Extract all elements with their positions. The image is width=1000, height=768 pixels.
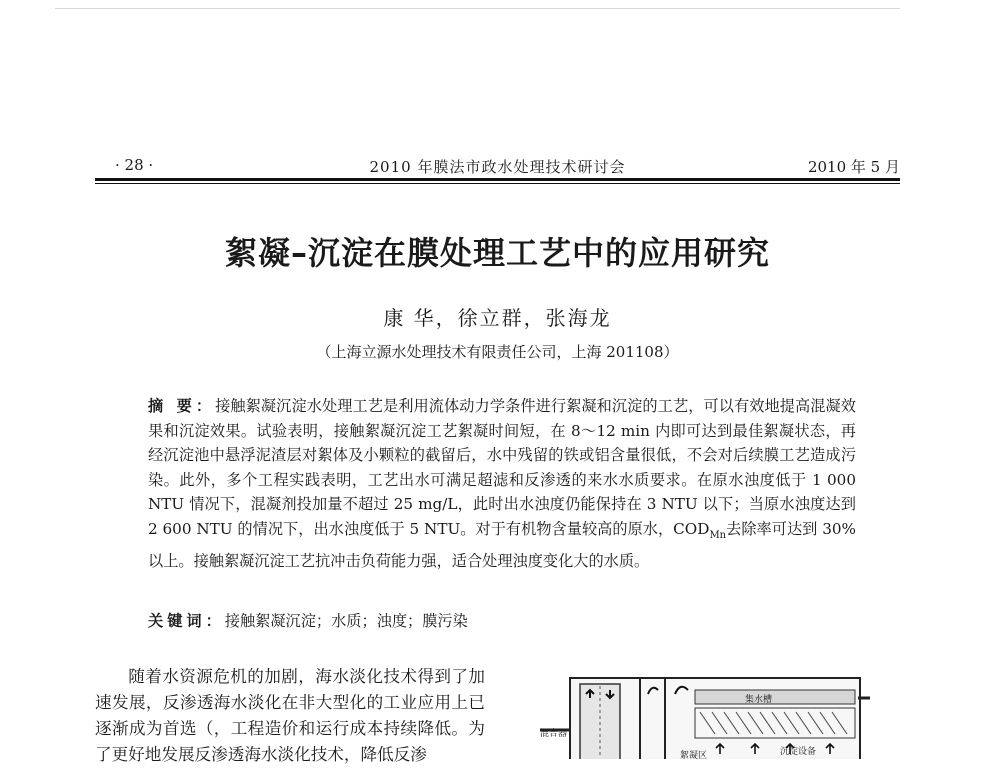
label-flocculation-zone: 絮凝区: [680, 751, 708, 759]
affiliation: （上海立源水处理技术有限责任公司，上海 201108）: [316, 343, 679, 361]
process-diagram-svg: [540, 668, 870, 759]
abstract: [148, 394, 856, 573]
abstract-label: 摘 要：: [148, 397, 216, 415]
header-rule-thick: [95, 178, 900, 181]
page-number: · 28 ·: [115, 156, 154, 174]
keywords-text: 接触絮凝沉淀；水质；浊度；膜污染: [224, 612, 468, 630]
conference-name: 2010 年膜法市政水处理技术研讨会: [369, 158, 626, 176]
author-list: 康 华，徐立群，张海龙: [383, 306, 612, 330]
abstract-text-end: 去除率可达到 30% 以上。接触絮凝沉淀工艺抗冲击负荷能力强，适合处理浊度变化大的水质。: [148, 519, 856, 570]
scan-edge-line: [55, 8, 900, 9]
keywords: [148, 610, 856, 631]
abstract-text: 接触絮凝沉淀水处理工艺是利用流体动力学条件进行絮凝和沉淀的工艺，可以有效地提高混凝效果和沉淀效果。试验表明，接触絮凝沉淀工艺絮凝时间短，在 8～12 min 内即可达到最佳絮凝状态，再经沉淀池中悬浮泥渣层对絮体及小颗粒的截留后，水中残留的铁或铝含量很低，不会对后续膜工艺造成污染。此外，多个工程实践表明，工艺出水可满足超滤和反渗透的来水水质要求。在原水浊度低于 1 000 NTU 情况下，混凝剂投加量不超过 25 mg/L，此时出水浊度仍能保持在 3 NTU 以下；当原水浊度达到 2 600 NTU 的情况下，出水浊度低于 5 NTU。对于有机物含量较高的原水，COD: [148, 397, 856, 538]
collection-trough: [695, 690, 855, 704]
paper-title: 絮凝–沉淀在膜处理工艺中的应用研究: [224, 234, 770, 272]
label-collection-trough: 集水槽: [745, 695, 773, 705]
running-header: [95, 154, 900, 178]
keywords-label: 关键词：: [148, 612, 225, 630]
header-rule-thin: [95, 183, 900, 184]
body-paragraph: 随着水资源危机的加剧，海水淡化技术得到了加速发展，反渗透海水淡化在非大型化的工业应用上已逐渐成为首选（，工程造价和运行成本持续降低。为了更好地发展反渗透海水淡化技术，降低反渗: [95, 667, 485, 764]
abstract-subscript: Mn: [709, 530, 727, 541]
label-settling-device: 沉淀设备: [780, 747, 817, 757]
label-mixer: 混合器: [540, 729, 568, 739]
process-diagram: [540, 668, 870, 759]
publication-date: 2010 年 5 月: [807, 158, 900, 176]
